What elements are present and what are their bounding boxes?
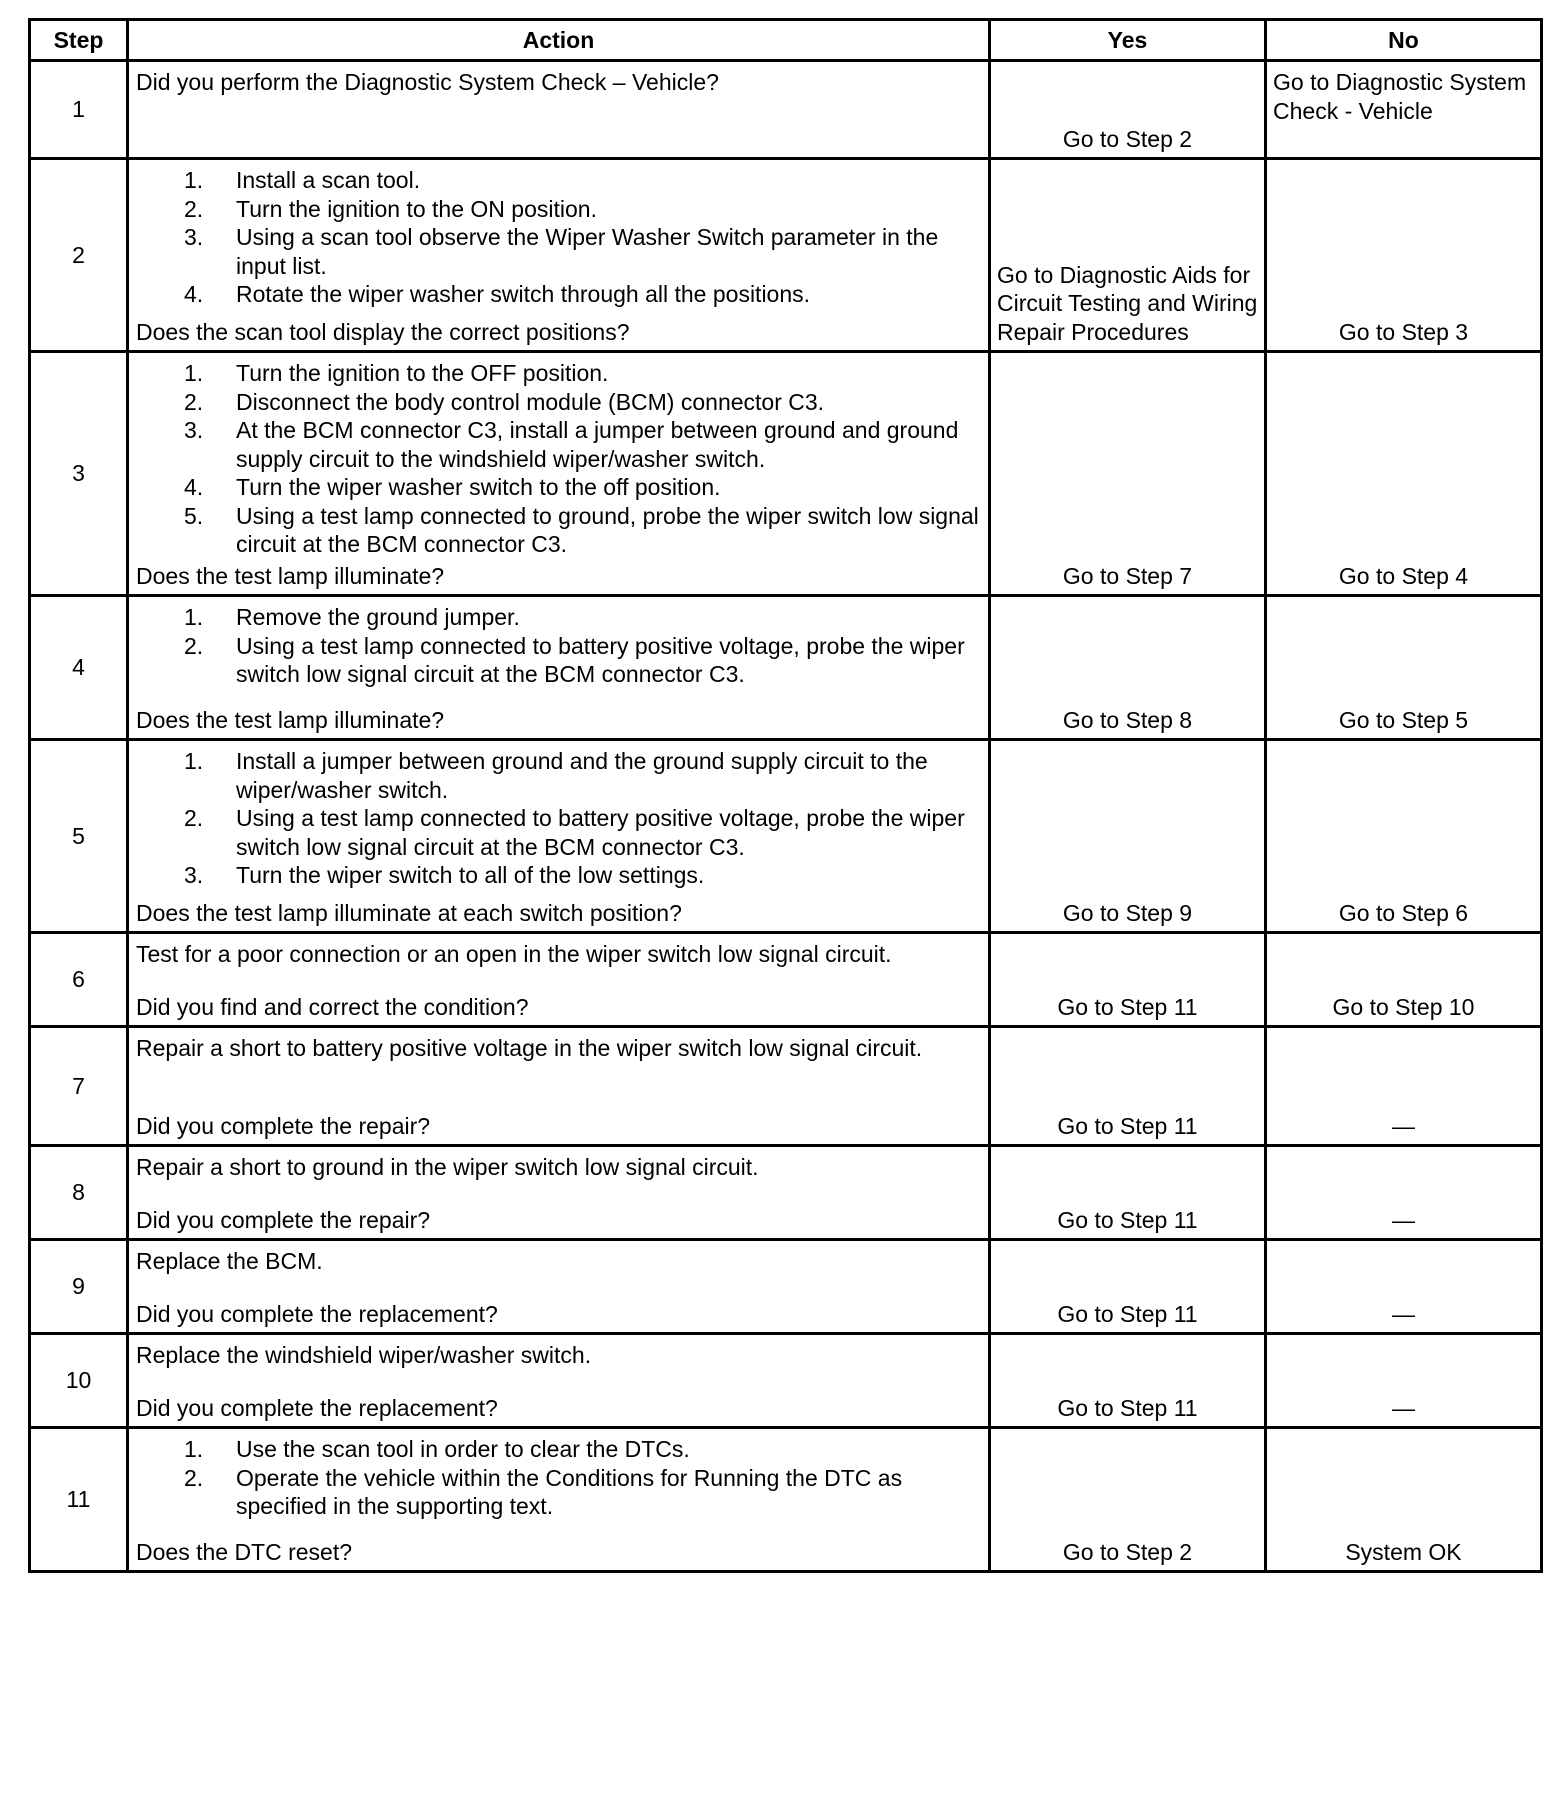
procedure-item-text: Using a scan tool observe the Wiper Washer Switch parameter in the input list. [236,224,939,279]
table-row [30,1334,1542,1428]
procedure-item-text: Using a test lamp connected to ground, probe the wiper switch low signal circuit at the BCM connector C3. [236,502,979,557]
action-cell [128,596,990,740]
procedure-item [184,747,980,804]
step-number: 9 [30,1240,128,1334]
action-cell [128,933,990,1027]
action-question: Does the test lamp illuminate at each switch position? [136,899,682,926]
yes-result: Go to Step 2 [990,61,1266,159]
procedure-item-number: 1. [184,604,204,630]
action-top [136,747,980,890]
diagnostic-table [28,18,1543,1573]
action-top [136,359,980,559]
procedure-item-number: 4. [184,474,204,500]
step-number: 4 [30,596,128,740]
action-cell [128,1240,990,1334]
procedure-item [184,195,980,224]
procedure-item [184,861,980,890]
procedure-list [136,603,980,689]
action-top [136,603,980,689]
no-result: Go to Step 6 [1266,740,1542,933]
action-top [136,1153,980,1182]
procedure-item-number: 1. [184,748,204,774]
procedure-item [184,632,980,689]
procedure-item-number: 2. [184,632,204,659]
step-number: 3 [30,352,128,596]
header-yes: Yes [990,20,1266,61]
yes-result: Go to Step 11 [990,933,1266,1027]
step-number: 1 [30,61,128,159]
action-top [136,1034,980,1063]
step-number: 2 [30,159,128,352]
yes-result: Go to Step 8 [990,596,1266,740]
table-row [30,933,1542,1027]
no-result: Go to Step 3 [1266,159,1542,352]
action-intro: Replace the windshield wiper/washer switch. [136,1342,592,1368]
action-cell [128,740,990,933]
procedure-item-text: Turn the ignition to the OFF position. [236,360,609,386]
procedure-item-number: 3. [184,224,204,250]
procedure-item-number: 1. [184,360,204,386]
no-result: — [1266,1027,1542,1146]
yes-result: Go to Step 2 [990,1428,1266,1572]
action-content [136,166,980,346]
procedure-list [136,747,980,890]
procedure-item [184,1435,980,1464]
action-question: Did you complete the replacement? [136,1394,498,1421]
procedure-item-text: Rotate the wiper washer switch through all the positions. [236,281,811,307]
procedure-item-number: 1. [184,167,204,193]
procedure-item-text: At the BCM connector C3, install a jumper between ground and ground supply circuit to the windshield wiper/washer switch. [236,417,959,472]
action-content [136,940,980,1021]
action-top [136,1435,980,1521]
procedure-item-number: 3. [184,417,204,443]
action-content [136,1034,980,1140]
yes-result: Go to Step 7 [990,352,1266,596]
procedure-item [184,473,980,502]
action-content [136,359,980,590]
action-cell [128,61,990,159]
action-top [136,940,980,969]
action-cell [128,1428,990,1572]
table-row [30,61,1542,159]
no-result: — [1266,1240,1542,1334]
procedure-list [136,166,980,309]
no-result: Go to Step 10 [1266,933,1542,1027]
yes-result: Go to Step 11 [990,1027,1266,1146]
action-question: Did you complete the replacement? [136,1300,498,1327]
action-cell [128,1146,990,1240]
step-number: 6 [30,933,128,1027]
procedure-item-number: 2. [184,805,204,831]
action-cell [128,1027,990,1146]
procedure-item [184,804,980,861]
procedure-item-number: 2. [184,195,204,222]
yes-result: Go to Diagnostic Aids for Circuit Testing and Wiring Repair Procedures [990,159,1266,352]
table-row [30,596,1542,740]
procedure-item-text: Install a jumper between ground and the ground supply circuit to the wiper/washer switch. [236,748,928,803]
procedure-item-text: Turn the ignition to the ON position. [236,195,597,222]
action-intro: Replace the BCM. [136,1248,323,1274]
action-question: Does the scan tool display the correct positions? [136,318,630,345]
action-cell [128,159,990,352]
step-number: 5 [30,740,128,933]
procedure-item-number: 1. [184,1436,204,1462]
action-question: Did you complete the repair? [136,1206,431,1233]
table-row [30,1146,1542,1240]
header-step: Step [30,20,128,61]
procedure-item-number: 5. [184,502,204,529]
table-row [30,352,1542,596]
action-intro: Did you perform the Diagnostic System Check – Vehicle? [136,69,719,95]
no-result: System OK [1266,1428,1542,1572]
action-cell [128,1334,990,1428]
action-top [136,166,980,309]
action-question: Does the test lamp illuminate? [136,562,445,589]
action-top [136,1247,980,1276]
procedure-item [184,416,980,473]
action-content [136,603,980,734]
no-result: Go to Diagnostic System Check - Vehicle [1266,61,1542,159]
action-intro: Repair a short to ground in the wiper switch low signal circuit. [136,1154,759,1180]
yes-result: Go to Step 11 [990,1240,1266,1334]
action-question: Does the DTC reset? [136,1538,353,1565]
header-action: Action [128,20,990,61]
yes-result: Go to Step 9 [990,740,1266,933]
action-top [136,68,980,97]
procedure-item-number: 2. [184,388,204,415]
procedure-item-text: Disconnect the body control module (BCM) connector C3. [236,388,825,415]
action-content [136,1153,980,1234]
header-no: No [1266,20,1542,61]
action-content [136,1435,980,1566]
procedure-item [184,603,980,632]
procedure-item [184,502,980,559]
procedure-item-text: Install a scan tool. [236,167,421,193]
procedure-item [184,280,980,309]
procedure-item [184,388,980,417]
procedure-item [184,223,980,280]
step-number: 8 [30,1146,128,1240]
no-result: Go to Step 5 [1266,596,1542,740]
no-result: — [1266,1146,1542,1240]
procedure-item [184,166,980,195]
action-content [136,747,980,927]
step-number: 10 [30,1334,128,1428]
procedure-item [184,359,980,388]
procedure-list [136,1435,980,1521]
step-number: 11 [30,1428,128,1572]
step-number: 7 [30,1027,128,1146]
action-top [136,1341,980,1370]
procedure-item-text: Using a test lamp connected to battery positive voltage, probe the wiper switch low signal circuit at the BCM connector C3. [236,805,965,860]
procedure-list [136,359,980,559]
action-cell [128,352,990,596]
procedure-item-text: Operate the vehicle within the Conditions for Running the DTC as specified in the supporting text. [236,1464,903,1519]
action-content [136,1247,980,1328]
table-row [30,740,1542,933]
procedure-item-text: Use the scan tool in order to clear the DTCs. [236,1436,690,1462]
procedure-item-number: 3. [184,862,204,888]
no-result: Go to Step 4 [1266,352,1542,596]
action-question: Does the test lamp illuminate? [136,706,445,733]
procedure-item-number: 4. [184,281,204,307]
no-result: — [1266,1334,1542,1428]
yes-result: Go to Step 11 [990,1146,1266,1240]
action-intro: Repair a short to battery positive voltage in the wiper switch low signal circuit. [136,1035,923,1061]
action-content [136,68,980,153]
table-row [30,159,1542,352]
table-row [30,1027,1542,1146]
header-row [30,20,1542,61]
action-intro: Test for a poor connection or an open in the wiper switch low signal circuit. [136,941,892,967]
procedure-item-text: Using a test lamp connected to battery positive voltage, probe the wiper switch low signal circuit at the BCM connector C3. [236,632,965,687]
table-row [30,1428,1542,1572]
procedure-item [184,1464,980,1521]
procedure-item-text: Turn the wiper switch to all of the low settings. [236,862,705,888]
action-question: Did you complete the repair? [136,1112,431,1139]
table-body [30,61,1542,1572]
action-content [136,1341,980,1422]
table-row [30,1240,1542,1334]
action-question: Did you find and correct the condition? [136,993,529,1020]
diagnostic-table-sheet [28,18,1540,1794]
procedure-item-text: Turn the wiper washer switch to the off position. [236,474,721,500]
procedure-item-text: Remove the ground jumper. [236,604,520,630]
yes-result: Go to Step 11 [990,1334,1266,1428]
procedure-item-number: 2. [184,1464,204,1491]
